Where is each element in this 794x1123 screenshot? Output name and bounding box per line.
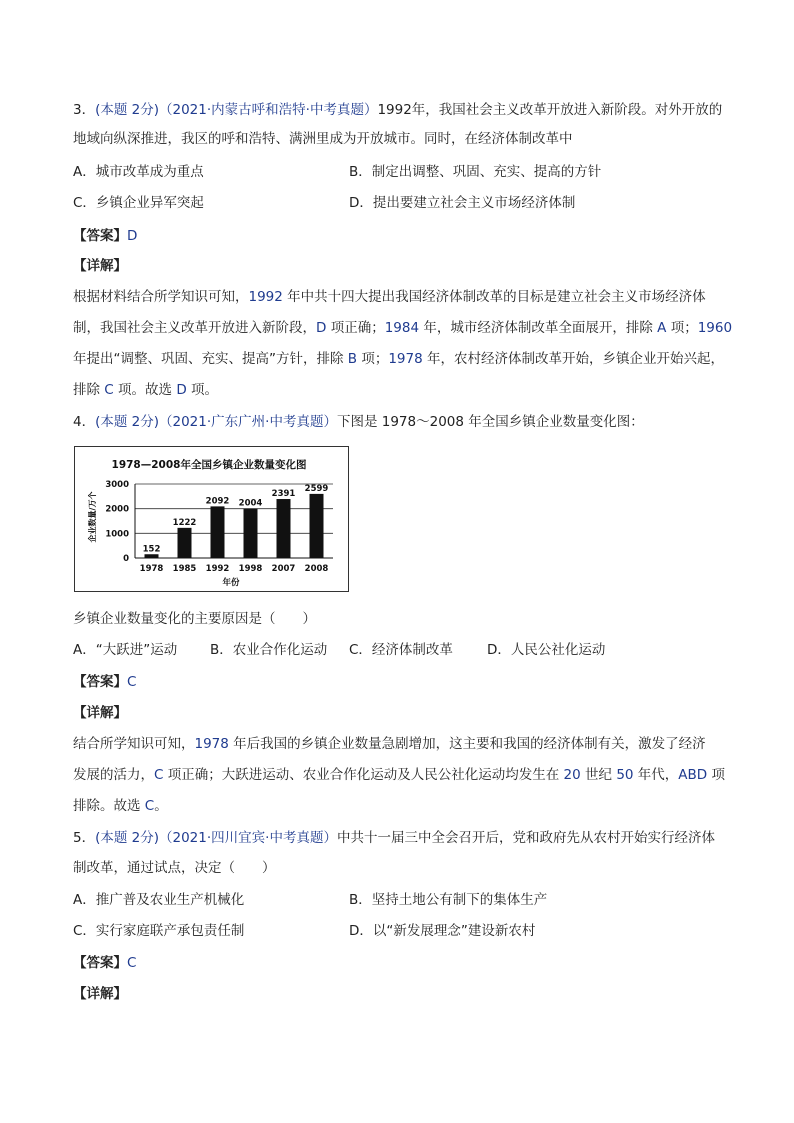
q4-detail-letter: C bbox=[144, 798, 155, 814]
q4-answer-label: 【答案】 bbox=[73, 674, 127, 690]
q3-source: (本题 2分)（2021·内蒙古呼和浩特·中考真题） bbox=[95, 102, 378, 118]
q4-detail-number: 20 bbox=[563, 767, 581, 783]
q3-answer-label: 【答案】 bbox=[73, 228, 127, 244]
q4-detail-text: 项 bbox=[707, 767, 725, 783]
chart-bars bbox=[143, 484, 329, 558]
q4-detail-line-3 bbox=[73, 796, 168, 816]
q3-answer: D bbox=[127, 228, 138, 244]
chart-grid bbox=[135, 484, 333, 533]
q4-detail-letter: ABD bbox=[678, 767, 708, 783]
bar-value-label: 1222 bbox=[172, 517, 197, 528]
q5-stem-1: 中共十一届三中全会召开后，党和政府先从农村开始实行经济体 bbox=[336, 830, 715, 846]
q3-detail-text: 项。 bbox=[186, 382, 219, 398]
q3-detail-text: 项； bbox=[357, 351, 389, 367]
q4-detail-text: 结合所学知识可知， bbox=[73, 736, 195, 752]
bar bbox=[145, 554, 159, 558]
q4-header-line bbox=[73, 412, 644, 432]
q3-detail-text: 年中共十四大提出我国经济体制改革的目标是建立社会主义市场经济体 bbox=[282, 289, 706, 305]
q4-option-d[interactable]: D．人民公社化运动 bbox=[487, 642, 606, 658]
q4-detail-number: 50 bbox=[616, 767, 634, 783]
q3-option-d[interactable]: D．提出要建立社会主义市场经济体制 bbox=[349, 195, 576, 211]
q3-detail-text: 年，城市经济体制改革全面展开，排除 bbox=[419, 320, 658, 336]
q3-detail-text: 年，农村经济体制改革开始，乡镇企业开始兴起， bbox=[422, 351, 724, 367]
q3-detail-year: 1978 bbox=[388, 351, 423, 367]
q4-number: 4 bbox=[73, 414, 82, 430]
q3-dot: ． bbox=[81, 102, 96, 118]
q4-answer-line bbox=[73, 672, 136, 692]
q3-detail-letter: D bbox=[176, 382, 187, 398]
q3-detail-text: 年提出“调整、巩固、充实、提高”方针，排除 bbox=[73, 351, 348, 367]
q3-detail-line-4 bbox=[73, 380, 218, 400]
bar-value-label: 2599 bbox=[304, 483, 329, 494]
chart-y-axis-label: 企业数量/万个 bbox=[88, 491, 97, 543]
q3-detail-letter: D bbox=[316, 320, 327, 336]
q4-detail-text: 项正确；大跃进运动、农业合作化运动及人民公社化运动均发生在 bbox=[163, 767, 564, 783]
q5-answer-label: 【答案】 bbox=[73, 955, 127, 971]
q3-detail-label: 【详解】 bbox=[73, 258, 127, 274]
q5-number: 5 bbox=[73, 830, 82, 846]
q4-detail-text: 世纪 bbox=[580, 767, 617, 783]
bar bbox=[178, 528, 192, 558]
bar bbox=[244, 509, 258, 558]
q3-detail-letter: C bbox=[104, 382, 114, 398]
q3-answer-line bbox=[73, 226, 137, 246]
q3-stem-1: 1992年，我国社会主义改革开放进入新阶段。对外开放的 bbox=[377, 102, 723, 118]
bar-value-label: 152 bbox=[142, 544, 161, 555]
q4-detail-letter: C bbox=[154, 767, 164, 783]
q3-option-c[interactable]: C．乡镇企业异军突起 bbox=[73, 195, 204, 211]
q3-number: 3 bbox=[73, 102, 82, 118]
q5-option-b[interactable]: B．坚持土地公有制下的集体生产 bbox=[349, 892, 548, 908]
q3-header-line bbox=[73, 100, 722, 120]
bar-value-label: 2391 bbox=[271, 489, 296, 500]
q4-question: 乡镇企业数量变化的主要原因是（ ） bbox=[73, 611, 316, 627]
x-tick-label: 1998 bbox=[238, 564, 263, 574]
bar bbox=[310, 494, 324, 558]
q3-detail-letter: A bbox=[657, 320, 667, 336]
q4-detail-text: 排除。故选 bbox=[73, 798, 145, 814]
q4-stem: 下图是 1978～2008 年全国乡镇企业数量变化图： bbox=[336, 414, 644, 430]
bar bbox=[277, 499, 291, 558]
q5-detail-label: 【详解】 bbox=[73, 986, 127, 1002]
q4-dot: ． bbox=[81, 414, 96, 430]
q5-option-d[interactable]: D．以“新发展理念”建设新农村 bbox=[349, 923, 536, 939]
q4-option-a[interactable]: A．“大跃进”运动 bbox=[73, 642, 178, 658]
q4-detail-text: 年代， bbox=[633, 767, 679, 783]
q3-detail-text: 项。故选 bbox=[113, 382, 177, 398]
q3-detail-line-2 bbox=[73, 318, 732, 338]
q4-option-b[interactable]: B．农业合作化运动 bbox=[210, 642, 328, 658]
q5-option-a[interactable]: A．推广普及农业生产机械化 bbox=[73, 892, 245, 908]
q4-option-c[interactable]: C．经济体制改革 bbox=[349, 642, 453, 658]
q4-detail-line-1 bbox=[73, 734, 706, 754]
x-tick-label: 1992 bbox=[205, 564, 230, 574]
q5-stem-line-2: 制改革，通过试点，决定（ ） bbox=[73, 860, 276, 876]
x-tick-label: 2007 bbox=[271, 564, 296, 574]
q3-detail-year: 1960 bbox=[697, 320, 733, 336]
q3-detail-text: 排除 bbox=[73, 382, 105, 398]
q3-stem-line-2: 地域向纵深推进，我区的呼和浩特、满洲里成为开放城市。同时，在经济体制改革中 bbox=[73, 131, 573, 147]
q3-detail-letter: B bbox=[347, 351, 358, 367]
bar-value-label: 2092 bbox=[205, 496, 230, 507]
q4-answer: C bbox=[127, 674, 137, 690]
q4-detail-text: 发展的活力， bbox=[73, 767, 154, 783]
q5-option-c[interactable]: C．实行家庭联产承包责任制 bbox=[73, 923, 245, 939]
q4-source: (本题 2分)（2021·广东广州·中考真题） bbox=[95, 414, 337, 430]
q3-detail-year: 1984 bbox=[384, 320, 420, 336]
q5-answer-line bbox=[73, 953, 136, 973]
y-tick-label: 0 bbox=[123, 554, 129, 564]
q3-detail-year: 1992 bbox=[248, 289, 283, 305]
x-tick-label: 1985 bbox=[172, 564, 197, 574]
q3-detail-text: 根据材料结合所学知识可知， bbox=[73, 289, 249, 305]
q5-dot: ． bbox=[81, 830, 96, 846]
q4-detail-label: 【详解】 bbox=[73, 705, 127, 721]
q3-detail-text: 项； bbox=[666, 320, 698, 336]
q5-answer: C bbox=[127, 955, 137, 971]
q5-source: (本题 2分)（2021·四川宜宾·中考真题） bbox=[95, 830, 337, 846]
bar bbox=[211, 506, 225, 558]
x-tick-label: 2008 bbox=[304, 564, 329, 574]
y-tick-label: 1000 bbox=[105, 529, 129, 540]
q5-header-line bbox=[73, 828, 715, 848]
q3-detail-text: 项正确； bbox=[326, 320, 385, 336]
q4-detail-year: 1978 bbox=[194, 736, 229, 752]
bar-chart-figure bbox=[74, 446, 349, 592]
chart-x-axis-label: 年份 bbox=[222, 578, 240, 588]
q4-detail-text: 年后我国的乡镇企业数量急剧增加，这主要和我国的经济体制有关，激发了经济 bbox=[228, 736, 706, 752]
y-tick-label: 2000 bbox=[105, 504, 129, 515]
q3-option-a[interactable]: A．城市改革成为重点 bbox=[73, 164, 204, 180]
q3-detail-line-1 bbox=[73, 287, 706, 307]
y-tick-label: 3000 bbox=[105, 480, 129, 490]
q4-detail-text: 。 bbox=[154, 798, 168, 814]
bar-value-label: 2004 bbox=[238, 498, 263, 509]
x-tick-label: 1978 bbox=[139, 564, 164, 574]
q3-option-b[interactable]: B．制定出调整、巩固、充实、提高的方针 bbox=[349, 164, 602, 180]
q3-detail-line-3 bbox=[73, 349, 724, 369]
q4-detail-line-2 bbox=[73, 765, 725, 785]
q3-detail-text: 制，我国社会主义改革开放进入新阶段， bbox=[73, 320, 316, 336]
bar-chart bbox=[75, 447, 347, 590]
chart-title: 1978—2008年全国乡镇企业数量变化图 bbox=[111, 459, 307, 471]
